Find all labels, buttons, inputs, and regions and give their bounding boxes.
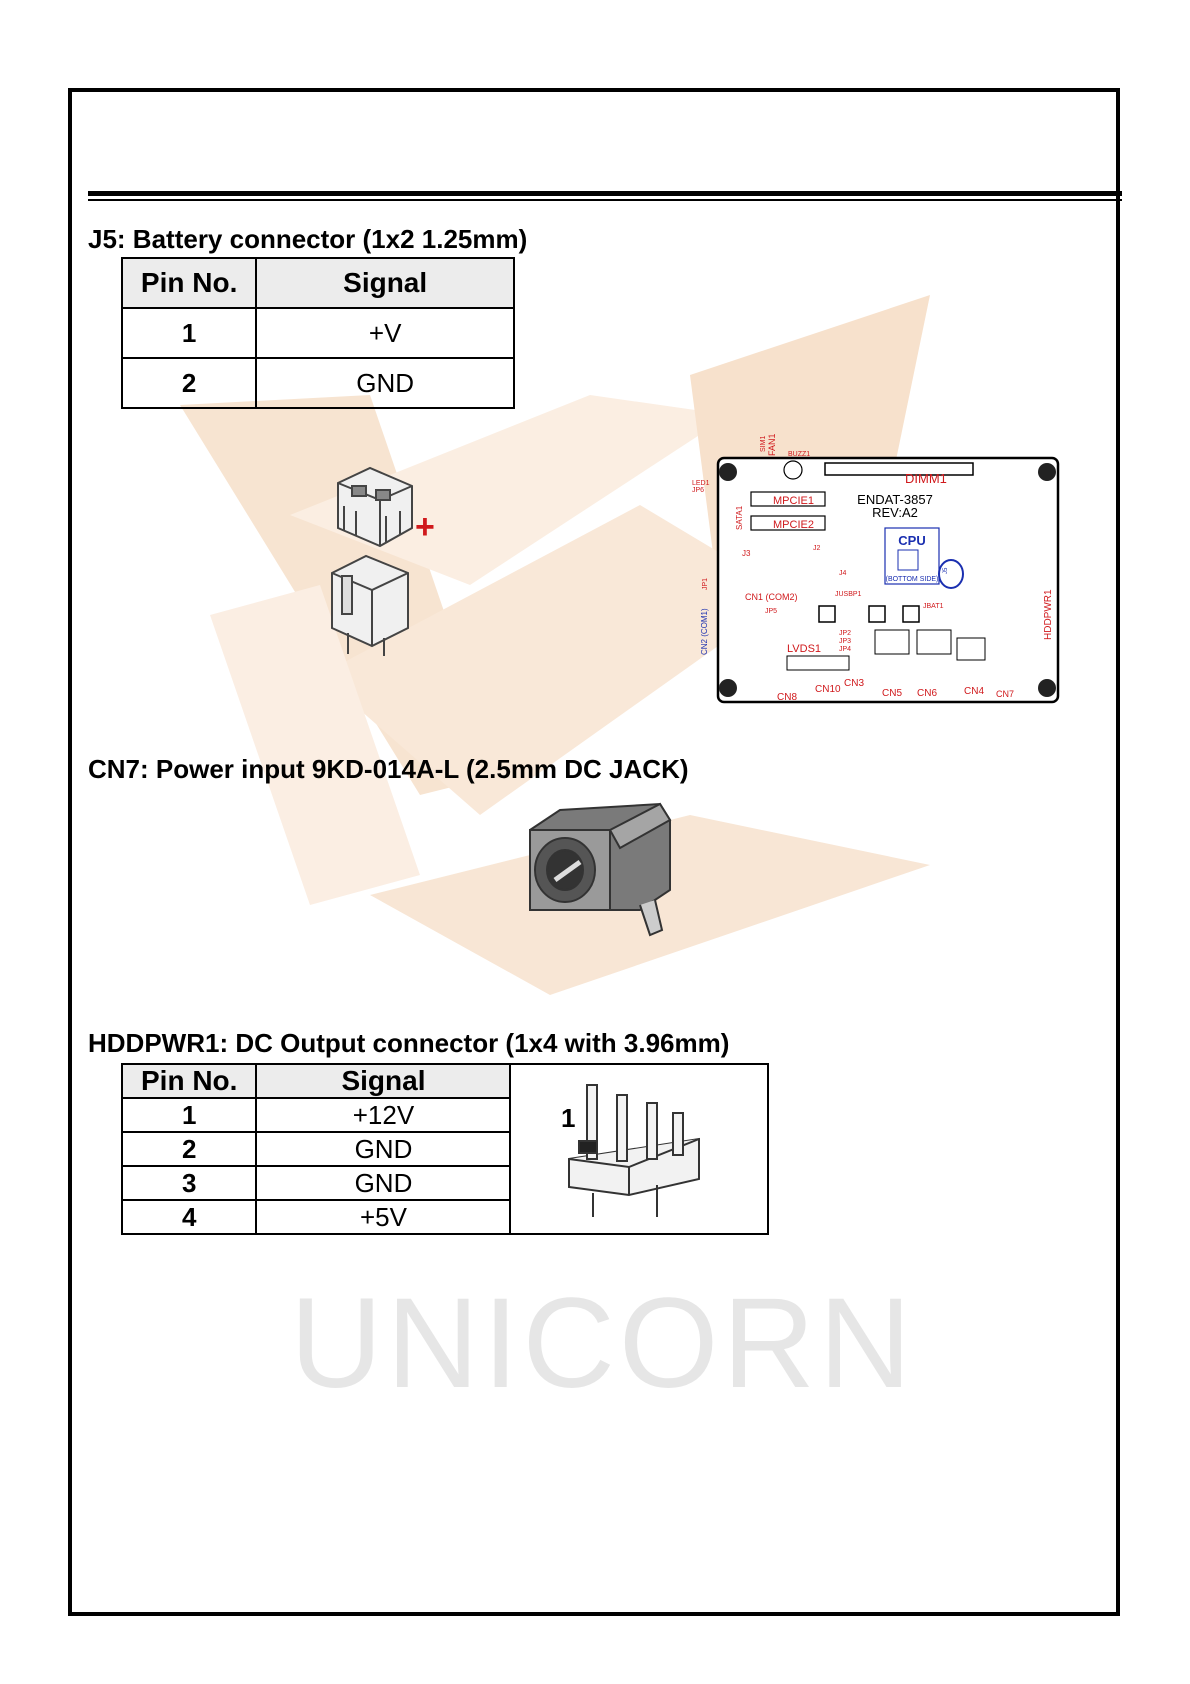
dc-jack-image [520, 790, 690, 940]
connector-illustration [569, 1085, 699, 1217]
jp3-label: JP3 [839, 638, 852, 645]
header-rule [88, 191, 1122, 196]
table-header-row [122, 1064, 768, 1098]
connector-image-cell [510, 1064, 768, 1234]
cn4-label: CN4 [964, 686, 985, 697]
j5-heading: J5: Battery connector (1x2 1.25mm) [88, 224, 528, 254]
cn6-label: CN6 [917, 688, 938, 699]
dimm-label: DIMM1 [905, 471, 947, 486]
jp4-label: JP4 [839, 646, 852, 653]
jp2-label: JP2 [839, 630, 852, 637]
cn7-heading: CN7: Power input 9KD-014A-L (2.5mm DC JACK) [88, 754, 689, 784]
jp1-label: JP1 [702, 577, 709, 590]
mount-hole [719, 679, 737, 697]
mount-hole [1038, 463, 1056, 481]
jusbp-label: JUSBP1 [835, 591, 862, 598]
sata-label: SATA1 [735, 505, 744, 530]
watermark-text: UNICORN [290, 1272, 916, 1415]
table-header-row [122, 258, 514, 308]
cpu-label: CPU [898, 533, 926, 548]
cn8-label: CN8 [777, 692, 798, 703]
signal-header: Signal [256, 1064, 510, 1098]
cn5-label: CN5 [882, 688, 903, 699]
pin-signal: +5V [256, 1200, 510, 1234]
lvds-label: LVDS1 [787, 643, 822, 655]
buzz-label: BUZZ1 [788, 451, 811, 458]
j5-label: J5 [943, 567, 949, 574]
pin-number: 3 [122, 1166, 256, 1200]
jp6-label: JP6 [692, 487, 705, 494]
board-name: ENDAT-3857 [857, 492, 933, 507]
pin-number: 1 [122, 308, 256, 358]
pin-number: 2 [122, 358, 256, 408]
mpcie1-label: MPCIE1 [773, 495, 814, 507]
pin-number: 1 [122, 1098, 256, 1132]
jp5-label: JP5 [765, 608, 778, 615]
pin-signal: +V [256, 308, 514, 358]
pin-number: 4 [122, 1200, 256, 1234]
table-row [122, 358, 514, 408]
pin-one-marker: 1 [561, 1102, 576, 1133]
cn10-label: CN10 [815, 684, 841, 695]
jbat-label: JBAT1 [923, 603, 944, 610]
board-layout-diagram [692, 430, 1065, 706]
dc-jack-illustration [530, 804, 670, 935]
signal-header: Signal [256, 258, 514, 308]
j4-label: J4 [839, 570, 847, 577]
fan-label: FAN1 [767, 433, 777, 456]
hddpwr-heading: HDDPWR1: DC Output connector (1x4 with 3.96mm) [88, 1028, 730, 1058]
cn1-label: CN1 (COM2) [745, 592, 798, 602]
mount-hole [1038, 679, 1056, 697]
j2-label: J2 [813, 545, 821, 552]
pin-no-header: Pin No. [122, 258, 256, 308]
hddpwr-connector-image [549, 1067, 729, 1227]
cpu-note: (BOTTOM SIDE) [885, 576, 939, 583]
cn2-label: CN2 (COM1) [700, 608, 709, 655]
sim-label: SIM1 [760, 435, 767, 452]
cn7-label: CN7 [996, 689, 1015, 699]
j5-pin-table [121, 257, 515, 409]
hddpwr-pin-table [121, 1063, 769, 1235]
hddpwr-label: HDDPWR1 [1043, 589, 1054, 640]
pin-no-header: Pin No. [122, 1064, 256, 1098]
plus-sign: + [415, 508, 435, 546]
led-label: LED1 [692, 480, 710, 487]
connector-header-illustration [332, 556, 408, 656]
pin-signal: +12V [256, 1098, 510, 1132]
connector-socket-illustration [338, 468, 412, 546]
pin-signal: GND [256, 1166, 510, 1200]
pin-signal: GND [256, 358, 514, 408]
mpcie2-label: MPCIE2 [773, 519, 814, 531]
pin-number: 2 [122, 1132, 256, 1166]
table-row [122, 308, 514, 358]
j3-label: J3 [742, 549, 751, 558]
mount-hole [719, 463, 737, 481]
header-rule-thin [88, 199, 1122, 201]
board-rev: REV:A2 [872, 505, 918, 520]
pin-signal: GND [256, 1132, 510, 1166]
cn3-label: CN3 [844, 678, 865, 689]
battery-connector-image [320, 458, 450, 658]
